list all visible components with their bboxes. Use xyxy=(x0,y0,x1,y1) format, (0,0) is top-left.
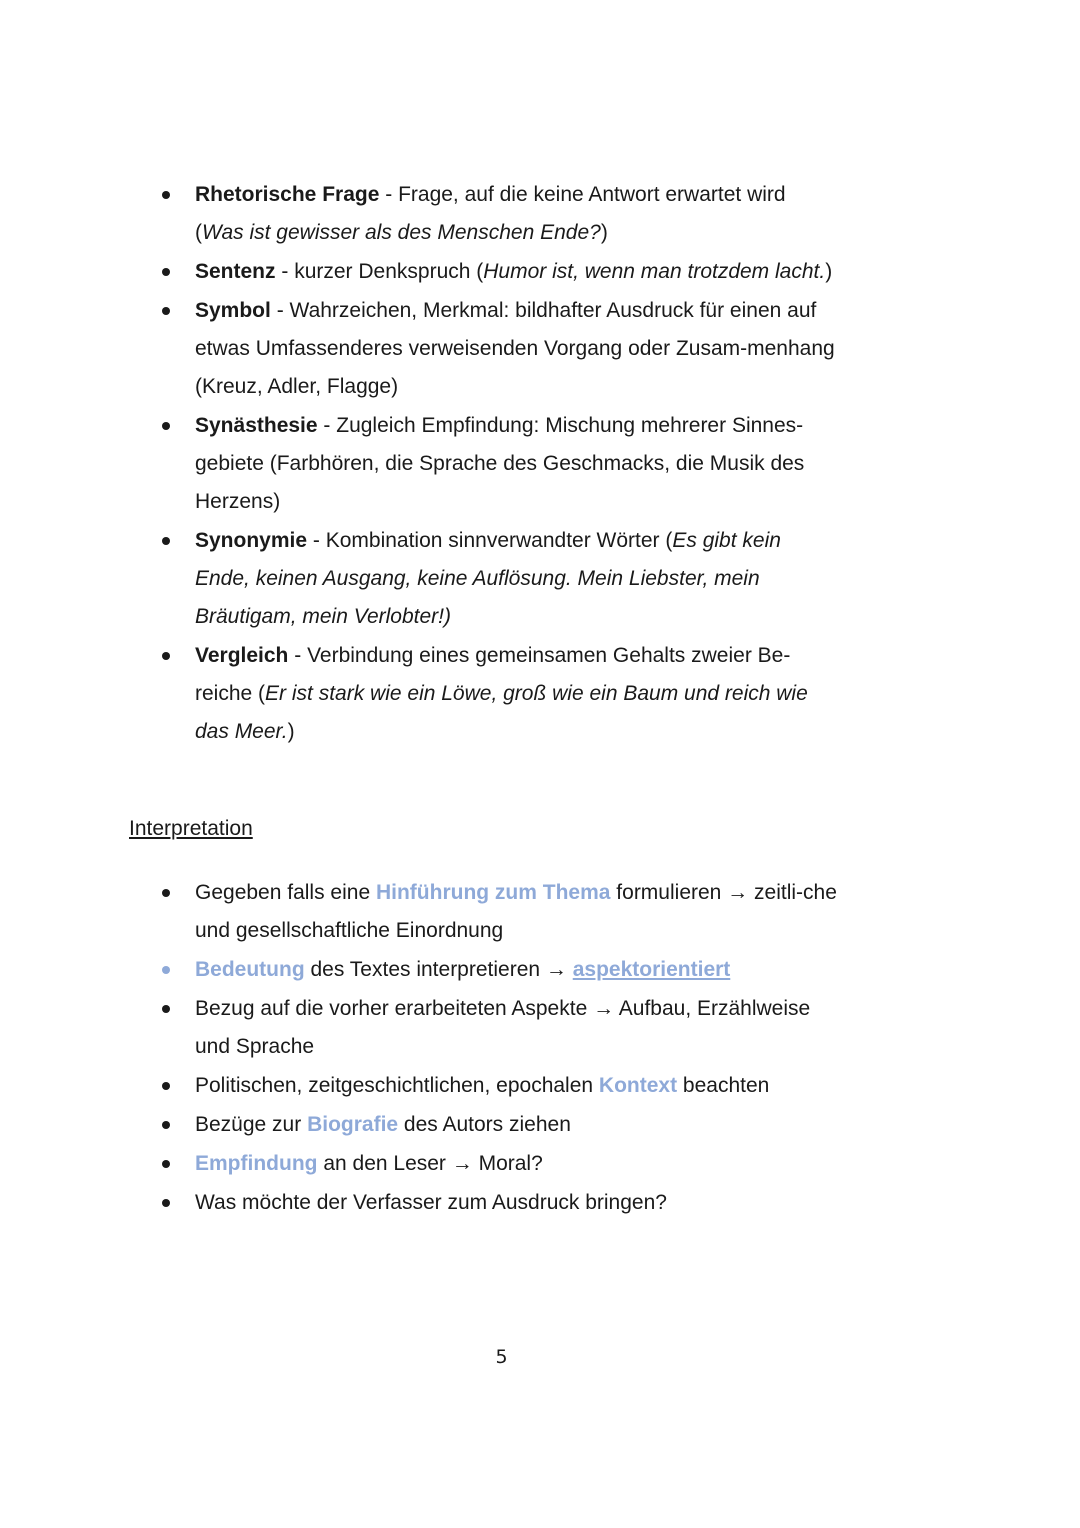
list-item xyxy=(0,951,845,989)
text: Bezug auf die vorher erarbeiteten Aspekte → Aufbau, Erzählweise und Sprache xyxy=(195,997,811,1058)
list-item xyxy=(0,1067,845,1105)
list-item xyxy=(0,1145,845,1183)
term: Synonymie xyxy=(195,529,308,552)
description: Verbindung eines gemeinsamen Gehalts zweier Be-reiche ( xyxy=(195,644,791,705)
bullet-icon xyxy=(162,889,170,897)
term: Rhetorische Frage xyxy=(195,183,380,206)
list-item xyxy=(0,176,835,252)
page-number: 5 xyxy=(495,1346,508,1368)
example: Humor ist, wenn man trotzdem lacht. xyxy=(483,260,826,283)
text: Gegeben falls eine xyxy=(195,881,376,904)
bullet-icon xyxy=(162,307,170,315)
stylistic-devices-list xyxy=(0,176,835,752)
term: Vergleich xyxy=(195,644,289,667)
text: an den Leser → Moral? xyxy=(317,1152,543,1175)
bullet-icon xyxy=(162,537,170,545)
bullet-icon xyxy=(162,422,170,430)
description: kurzer Denkspruch ( xyxy=(294,260,484,283)
paren-close: ) xyxy=(825,260,833,283)
separator: - xyxy=(379,183,399,206)
list-item xyxy=(0,1184,845,1222)
bullet-icon xyxy=(162,1199,170,1207)
highlighted-term: Hinführung zum Thema xyxy=(375,881,611,904)
term: Symbol xyxy=(195,299,271,322)
interpretation-list xyxy=(0,874,845,1223)
separator: - xyxy=(288,644,308,667)
bullet-icon xyxy=(162,652,170,660)
list-item xyxy=(0,990,845,1066)
example: Was ist gewisser als des Menschen Ende? xyxy=(202,221,601,244)
text: Bezüge zur xyxy=(195,1113,308,1136)
description: Zugleich Empfindung: Mischung mehrerer Sinnes-gebiete (Farbhören, die Sprache des Geschmacks, die Musik des Herzens) xyxy=(195,414,805,513)
bullet-icon xyxy=(162,1005,170,1013)
list-item xyxy=(0,407,835,521)
description: Kombination sinnverwandter Wörter ( xyxy=(325,529,673,552)
highlighted-term: Biografie xyxy=(307,1113,399,1136)
list-item xyxy=(0,637,835,751)
list-item xyxy=(0,292,835,406)
highlighted-term: Kontext xyxy=(598,1074,678,1097)
highlighted-term: Bedeutung xyxy=(195,958,305,981)
separator: - xyxy=(307,529,326,552)
list-item xyxy=(0,1106,845,1144)
term: Sentenz xyxy=(195,260,276,283)
paren-close: ) xyxy=(600,221,608,244)
description: Frage, auf die keine Antwort erwartet wird xyxy=(398,183,786,206)
text: Was möchte der Verfasser zum Ausdruck bringen? xyxy=(195,1191,667,1214)
bullet-icon xyxy=(162,1082,170,1090)
separator: - xyxy=(275,260,295,283)
example: Es gibt kein Ende, keinen Ausgang, keine Auflösung. Mein Liebster, mein Bräutigam, mein Verlobter!) xyxy=(195,529,781,628)
text: des Autors ziehen xyxy=(398,1113,571,1136)
description: Wahrzeichen, Merkmal: bildhafter Ausdruck für einen auf etwas Umfassenderes verweisenden Vorgang oder Zusam-menhang (Kreuz, Adler, Flagge) xyxy=(195,299,835,398)
highlighted-term: Empfindung xyxy=(195,1152,318,1175)
bullet-icon xyxy=(162,1121,170,1129)
separator: - xyxy=(270,299,290,322)
bullet-icon xyxy=(162,966,170,974)
list-item xyxy=(0,874,845,950)
section-heading-interpretation: Interpretation xyxy=(129,817,253,840)
text: Politischen, zeitgeschichtlichen, epochalen xyxy=(195,1074,599,1097)
text: beachten xyxy=(677,1074,770,1097)
text: des Textes interpretieren → xyxy=(304,958,573,981)
separator: - xyxy=(317,414,337,437)
list-item xyxy=(0,522,835,636)
term: Synästhesie xyxy=(195,414,318,437)
aspektorientiert-link[interactable]: aspektorientiert xyxy=(572,958,731,981)
paren-open: ( xyxy=(195,221,202,244)
bullet-icon xyxy=(162,1160,170,1168)
text: formulieren → zeitli-che und gesellschaftliche Einordnung xyxy=(195,881,837,942)
example: Er ist stark wie ein Löwe, groß wie ein Baum und reich wie das Meer. xyxy=(195,682,808,743)
bullet-icon xyxy=(162,191,170,199)
bullet-icon xyxy=(162,268,170,276)
paren-close: ) xyxy=(287,720,295,743)
list-item xyxy=(0,253,835,291)
